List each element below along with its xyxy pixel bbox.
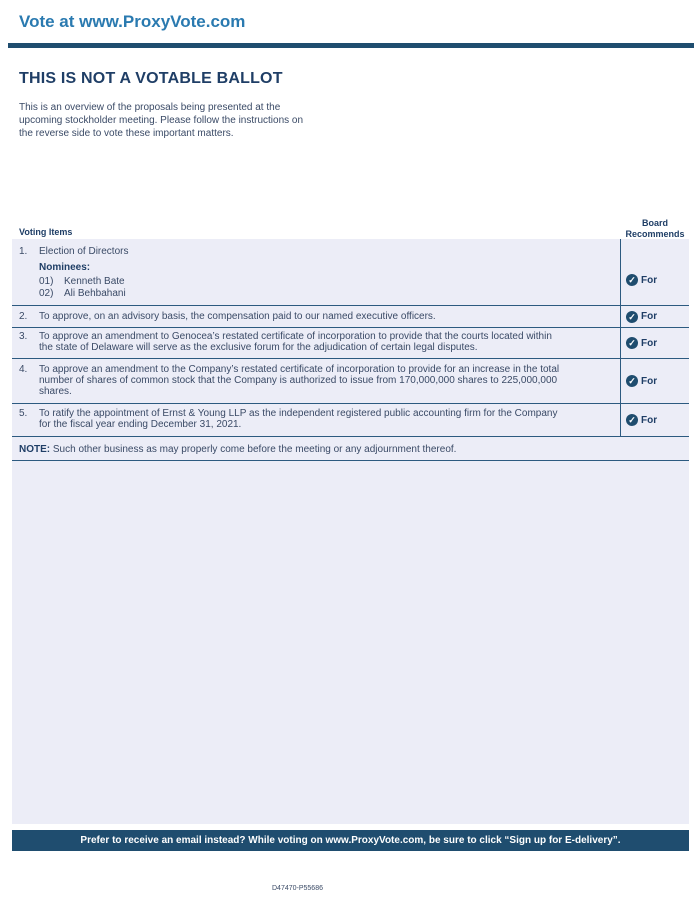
proxyvote-header-link[interactable]: Vote at www.ProxyVote.com — [19, 12, 246, 31]
item-text-line: shares. — [39, 386, 72, 397]
document-id: D47470-P55686 — [272, 885, 323, 892]
board-recommendation — [620, 306, 689, 327]
board-recommends-line: Board — [641, 218, 668, 228]
board-recommendation — [620, 239, 689, 305]
voting-items-heading: Voting Items — [19, 227, 73, 237]
item-text-line: for the fiscal year ending December 31, 2021. — [39, 419, 242, 430]
note-divider — [12, 460, 689, 461]
nominees-label: Nominees: — [39, 262, 91, 273]
voting-item-row — [12, 239, 689, 306]
item-text — [39, 408, 624, 430]
board-recommendation — [620, 328, 689, 358]
board-recommends-heading — [620, 218, 690, 240]
intro-line: upcoming stockholder meeting. Please follow the instructions on — [19, 115, 304, 126]
intro-line: This is an overview of the proposals being presented at the — [19, 102, 281, 113]
voting-item-row — [12, 404, 689, 437]
note-body: Such other business as may properly come before the meeting or any adjournment thereof. — [50, 444, 457, 455]
nominee-number: 02) — [39, 288, 54, 299]
item-number: 3. — [19, 331, 28, 342]
item-number: 1. — [19, 246, 28, 257]
board-recommendation — [620, 359, 689, 403]
checkmark-icon: ✓ — [626, 337, 638, 349]
note-text — [19, 444, 456, 455]
header-rule — [8, 43, 694, 48]
edelivery-banner: Prefer to receive an email instead? While voting on www.ProxyVote.com, be sure to click “Sign up for E-delivery”. — [12, 830, 689, 851]
recommendation-label: For — [641, 311, 658, 322]
item-number: 2. — [19, 311, 28, 322]
item-text — [39, 246, 624, 257]
recommendation-label: For — [641, 337, 658, 349]
checkmark-icon: ✓ — [626, 414, 638, 426]
checkmark-icon: ✓ — [626, 311, 638, 323]
recommendation-label: For — [641, 274, 658, 286]
recommendation-label: For — [641, 375, 658, 387]
board-recommends-line: Recommends — [625, 229, 685, 239]
voting-item-row — [12, 328, 689, 359]
board-recommendation — [620, 404, 689, 436]
item-text-line: number of shares of common stock that the Company is authorized to issue from 170,000,000 shares to 225,000,000 — [39, 375, 558, 386]
recommendation-label: For — [641, 414, 658, 426]
item-text-line: To approve an amendment to Genocea’s restated certificate of incorporation to provide that the courts located within — [39, 331, 552, 342]
item-text — [39, 364, 624, 397]
item-number: 5. — [19, 408, 28, 419]
item-number: 4. — [19, 364, 28, 375]
nominee-name: Ali Behbahani — [64, 288, 126, 299]
page-title: THIS IS NOT A VOTABLE BALLOT — [19, 70, 283, 87]
note-label: NOTE: — [19, 444, 51, 455]
item-text-line: To approve, on an advisory basis, the compensation paid to our named executive officers. — [39, 311, 436, 322]
nominee-name: Kenneth Bate — [64, 276, 125, 287]
item-text — [39, 331, 624, 353]
item-text-line: the state of Delaware will serve as the exclusive forum for the adjudication of certain legal disputes. — [39, 342, 478, 353]
checkmark-icon: ✓ — [626, 375, 638, 387]
item-text — [39, 311, 624, 322]
nominee-number: 01) — [39, 276, 54, 287]
nominee-item — [39, 288, 126, 299]
intro-line: the reverse side to vote these important matters. — [19, 128, 234, 139]
checkmark-icon: ✓ — [626, 274, 638, 286]
voting-item-row — [12, 359, 689, 404]
nominee-item — [39, 276, 125, 287]
voting-item-row — [12, 306, 689, 328]
item-text-line: To ratify the appointment of Ernst & Young LLP as the independent registered public accounting firm for the Company — [39, 408, 558, 419]
item-text-line: Election of Directors — [39, 246, 129, 257]
item-text-line: To approve an amendment to the Company’s restated certificate of incorporation to provide for an increase in the total — [39, 364, 560, 375]
intro-text — [19, 101, 349, 140]
